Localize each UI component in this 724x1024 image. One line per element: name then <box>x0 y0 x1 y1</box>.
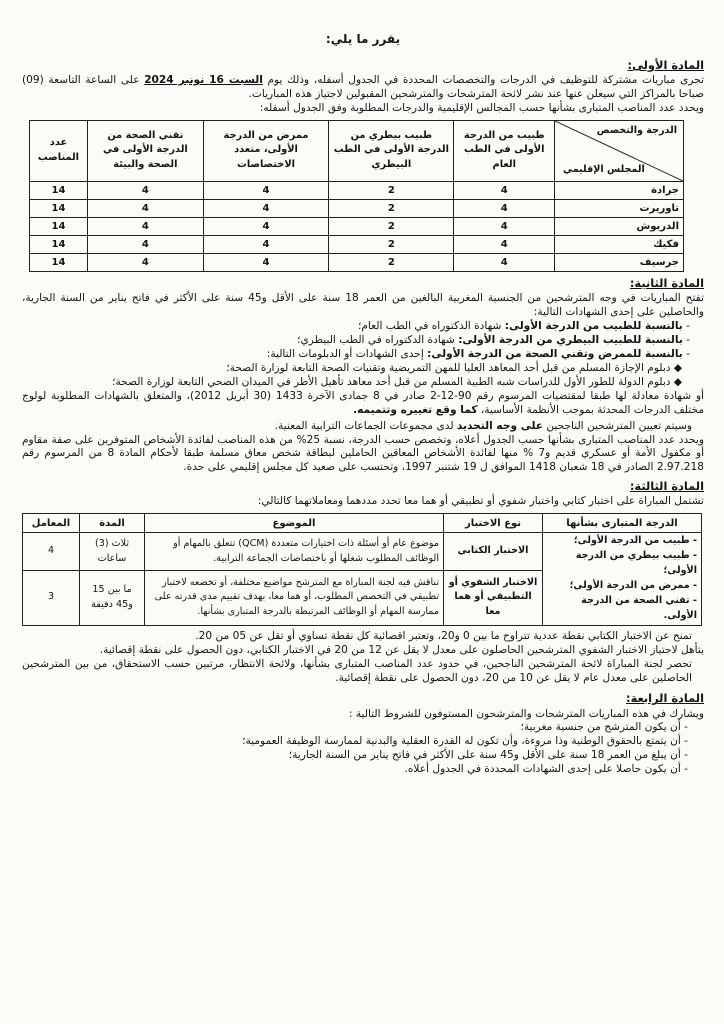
appointment-paragraph <box>22 420 704 434</box>
list-item-text: شهادة الدكتوراه في الطب البيطري؛ <box>297 333 459 346</box>
table-cell: 4 <box>203 253 329 271</box>
equivalence-paragraph <box>22 390 704 418</box>
test-type-written: الاختبار الكتابي <box>444 533 543 571</box>
article2-intro: تفتح المباريات في وجه المترشحين من الجنسية المغربية البالغين من العمر 18 سنة على الأقل و45 سنة على الأكثر في فاتح يناير من السنة الجارية، والحاصلين على إحدى الشهادات التالية: <box>22 291 704 318</box>
table-cell: 2 <box>329 253 454 271</box>
list-item-label: بالنسبة للممرض وتقني الصحة من الدرجة الأولى: <box>427 347 683 360</box>
table-row <box>30 253 684 271</box>
table-cell: 4 <box>454 199 555 217</box>
posts-table-header-row <box>30 120 684 181</box>
list-item: - أن يتمتع بالحقوق الوطنية وذا مروءة، وأن تكون له القدرة العقلية والبدنية لممارسة الوظيفة العمومية؛ <box>22 735 688 749</box>
coefficient-oral: 3 <box>23 570 80 625</box>
table-cell: 2 <box>329 235 454 253</box>
quota-paragraph: ويحدد عدد المناصب المتبارى بشأنها حسب الجدول أعلاه، وتخصص حسب الدرجة، نسبة 25% من هذه المناصب لفائدة الأشخاص المتوفرين على صفة مقاوم أو مكفول الأمة أو عسكري قديم و7 % منها لفائدة الأشخاص المعاقين الحاملين لبطاقة شخص معاق مسلمة طبقا لأحكام المادة 8 من المرسوم رقم 2.97.218 الصادر في 18 شعبان 1418 الموافق ل 19 شتنبر 1997، وتحتسب على صعيد كل مجلس إقليمي على حدة. <box>22 433 705 474</box>
candidate-grades-cell <box>543 533 702 625</box>
table-row <box>30 235 684 253</box>
header-test-type: نوع الاختبار <box>444 514 543 533</box>
equivalence-text: أو شهادة معادلة لها طبقا لمقتضيات المرسوم رقم 90-12-2 صادر في 8 جمادى الآخرة 1433 (30 أبريل 2012)، والمتعلق بالشهادات المطلوبة لولوج مختلف الدرجات المحدثة بموجب الأنظمة الأساسية، <box>22 389 704 416</box>
corner-label-council: المجلس الإقليمي <box>563 164 645 176</box>
table-cell: 4 <box>203 181 329 199</box>
decree-title: يقرر ما يلي: <box>325 32 401 46</box>
article1-paragraph <box>22 74 704 102</box>
article4-intro: ويشارك في هذه المباريات المترشحات والمترشحون المستوفون للشروط التالية : <box>348 707 704 720</box>
posts-table-corner-cell <box>555 120 684 181</box>
list-item <box>22 362 682 376</box>
table-cell: 4 <box>454 235 555 253</box>
coefficient-written: 4 <box>23 533 80 571</box>
table-cell: 14 <box>30 217 88 235</box>
table-cell: 4 <box>454 253 555 271</box>
article1-heading: المادة الأولى: <box>627 57 704 72</box>
exam-table <box>22 513 702 625</box>
list-item: - أن يبلغ من العمر 18 سنة على الأقل و45 سنة على الأكثر في فاتح يناير من السنة الجارية؛ <box>22 749 688 763</box>
equivalence-text-bold: كما وقع تغييره وتتميمه. <box>353 403 478 416</box>
list-item: - طبيب بيطري من الدرجة الأولى؛ <box>547 549 697 579</box>
table-cell: 4 <box>203 235 329 253</box>
table-row <box>30 181 684 199</box>
header-vet-doctor: طبيب بيطري من الدرجة الأولى في الطب البيطري <box>329 120 454 181</box>
region-name: فكيك <box>555 235 684 253</box>
article3-heading: المادة الثالثة: <box>629 479 704 494</box>
list-item: - ممرض من الدرجة الأولى؛ <box>547 579 697 594</box>
list-item-text: إحدى الشهادات أو الدبلومات التالية: <box>266 347 428 360</box>
table-cell: 4 <box>454 217 555 235</box>
header-subject: الموضوع <box>145 514 444 533</box>
list-item: - أن يكون المترشح من جنسية مغربية؛ <box>22 721 688 735</box>
header-duration: المدة <box>80 514 145 533</box>
subject-written: موضوع عام أو أسئلة ذات اختيارات متعددة (QCM) تتعلق بالمهام أو الوظائف المطلوب شغلها أو باختصاصات الجماعة الترابية. <box>145 533 444 571</box>
table-cell: 14 <box>30 235 88 253</box>
list-item-text: دبلوم الإجازة المسلم من قبل أحد المعاهد العليا للمهن التمريضية وتقنيات الصحة التابعة لوزارة الصحة؛ <box>226 361 671 374</box>
ranking-paragraph: تحصر لجنة المباراة لائحة المترشحين الناجحين، في حدود عدد المناصب المتبارى بشأنها، ولائحة الانتظار، مرتبين حسب الاستحقاق، من بين المترشحين الحاصلين على معدل عام لا يقل عن 10 من 20، دون الحصول على نقطة إقصائية. <box>22 657 692 684</box>
header-nurse: ممرض من الدرجة الأولى، متعدد الاختصاصات <box>203 120 329 181</box>
posts-table <box>29 120 684 272</box>
table-row <box>30 217 684 235</box>
header-coefficient: المعامل <box>23 514 80 533</box>
list-item: - تقني الصحة من الدرجة الأولى. <box>547 594 697 624</box>
table-cell: 2 <box>329 217 454 235</box>
table-cell: 14 <box>30 199 88 217</box>
oral-eligibility-paragraph: يتأهل لاجتياز الاختبار الشفوي المترشحين الحاصلون على معدل لا يقل عن 12 من 20 في الاختبار الكتابي، دون الحصول على نقطة إقصائية. <box>99 643 704 656</box>
bullet-icon: ◆ <box>670 375 682 388</box>
conditions-list <box>22 721 704 777</box>
article1-text-a: تجرى مباريات مشتركة للتوظيف في الدرجات والتخصصات المحددة في الجدول أسفله، وذلك يوم <box>262 73 705 86</box>
test-type-oral: الاختبار الشفوي أو التطبيقي أو هما معا <box>444 570 543 625</box>
region-name: الدريوش <box>555 217 684 235</box>
article3-intro: تشتمل المباراة على اختبار كتابي واختبار شفوي أو تطبيقي أو هما معا تحدد مددهما ومعاملاتهما كالتالي: <box>257 495 704 508</box>
header-health-technician: تقني الصحة من الدرجة الأولى في الصحة والبيئة <box>87 120 203 181</box>
appointment-text-bold: على وجه التحديد <box>456 419 544 432</box>
list-item: - أن يكون حاصلا على إحدى الشهادات المحددة في الجدول أعلاه. <box>22 763 688 777</box>
article4-heading: المادة الرابعة: <box>626 691 704 706</box>
region-name: جرسيف <box>555 253 684 271</box>
table-cell: 4 <box>87 253 203 271</box>
degree-list <box>22 320 704 362</box>
table-cell: 4 <box>87 199 203 217</box>
exam-table-header-row <box>23 514 702 533</box>
table-cell: 4 <box>454 181 555 199</box>
region-name: جرادة <box>555 181 684 199</box>
subject-oral: تناقش فيه لجنة المباراة مع المترشح مواضيع مختلفة، أو تخضعه لاختبار تطبيقي في التخصص المطلوب، أو هما معا، بهدف تقييم مدى قدرته على ممارسة المهام أو الوظائف المرتبطة بالدرجة المتبارى بشأنها. <box>145 570 444 625</box>
list-item-text: دبلوم الدولة للطور الأول للدراسات شبه الطبية المسلم من قبل أحد معاهد تأهيل الأطر في الميدان الصحي التابعة لوزارة الصحة؛ <box>112 375 671 388</box>
table-cell: 14 <box>30 253 88 271</box>
table-cell: 4 <box>87 181 203 199</box>
header-grade: الدرجة المتبارى بشأنها <box>543 514 702 533</box>
corner-label-grade: الدرجة والتخصص <box>596 124 677 136</box>
list-item-label: بالنسبة للطبيب البيطري من الدرجة الأولى: <box>458 333 683 346</box>
table-cell: 4 <box>87 235 203 253</box>
table-cell: 4 <box>87 217 203 235</box>
list-item-text: شهادة الدكتوراه في الطب العام؛ <box>358 319 505 332</box>
duration-oral: ما بين 15 و45 دقيقة <box>80 570 145 625</box>
bullet-icon: ◆ <box>670 361 682 374</box>
article2-heading: المادة الثانية: <box>629 275 704 290</box>
list-item-label: بالنسبة للطبيب من الدرجة الأولى: <box>504 319 683 332</box>
header-total-posts: عدد المناصب <box>30 120 88 181</box>
table-row <box>23 533 702 571</box>
grading-paragraph: تمنح عن الاختبار الكتابي نقطة عددية تتراوح ما بين 0 و20، وتعتبر اقصائية كل نقطة تساوي أو تقل عن 05 من 20. <box>195 629 692 642</box>
list-item: - طبيب من الدرجة الأولى؛ <box>547 534 697 549</box>
table-row <box>30 199 684 217</box>
region-name: تاوريرت <box>555 199 684 217</box>
appointment-text-end: لدى مجموعات الجماعات الترابية المعنية. <box>274 419 457 432</box>
article1-text-b: على الساعة التاسعة (09) صباحا بالمراكز التي سيعلن عنها عند نشر لائحة المترشحات والمترشحين المقبولين لاجتياز هذه المباريات. <box>22 73 704 100</box>
table-cell: 2 <box>329 181 454 199</box>
article1-posts-text: ويحدد عدد المناصب المتبارى بشأنها حسب المجالس الإقليمية والدرجات المطلوبة وفق الجدول أسفله: <box>259 101 704 114</box>
table-cell: 2 <box>329 199 454 217</box>
list-item <box>22 376 682 390</box>
table-cell: 4 <box>203 217 329 235</box>
exam-date: السبت 16 نونبر 2024 <box>144 73 263 86</box>
table-cell: 4 <box>203 199 329 217</box>
table-cell: 14 <box>30 181 88 199</box>
list-item <box>22 348 690 362</box>
diploma-sublist <box>22 362 704 390</box>
duration-written: ثلاث (3) ساعات <box>80 533 145 571</box>
appointment-text: وسيتم تعيين المترشحين الناجحين <box>543 419 692 432</box>
header-general-doctor: طبيب من الدرجة الأولى في الطب العام <box>454 120 555 181</box>
list-item <box>22 320 690 334</box>
list-item <box>22 334 690 348</box>
